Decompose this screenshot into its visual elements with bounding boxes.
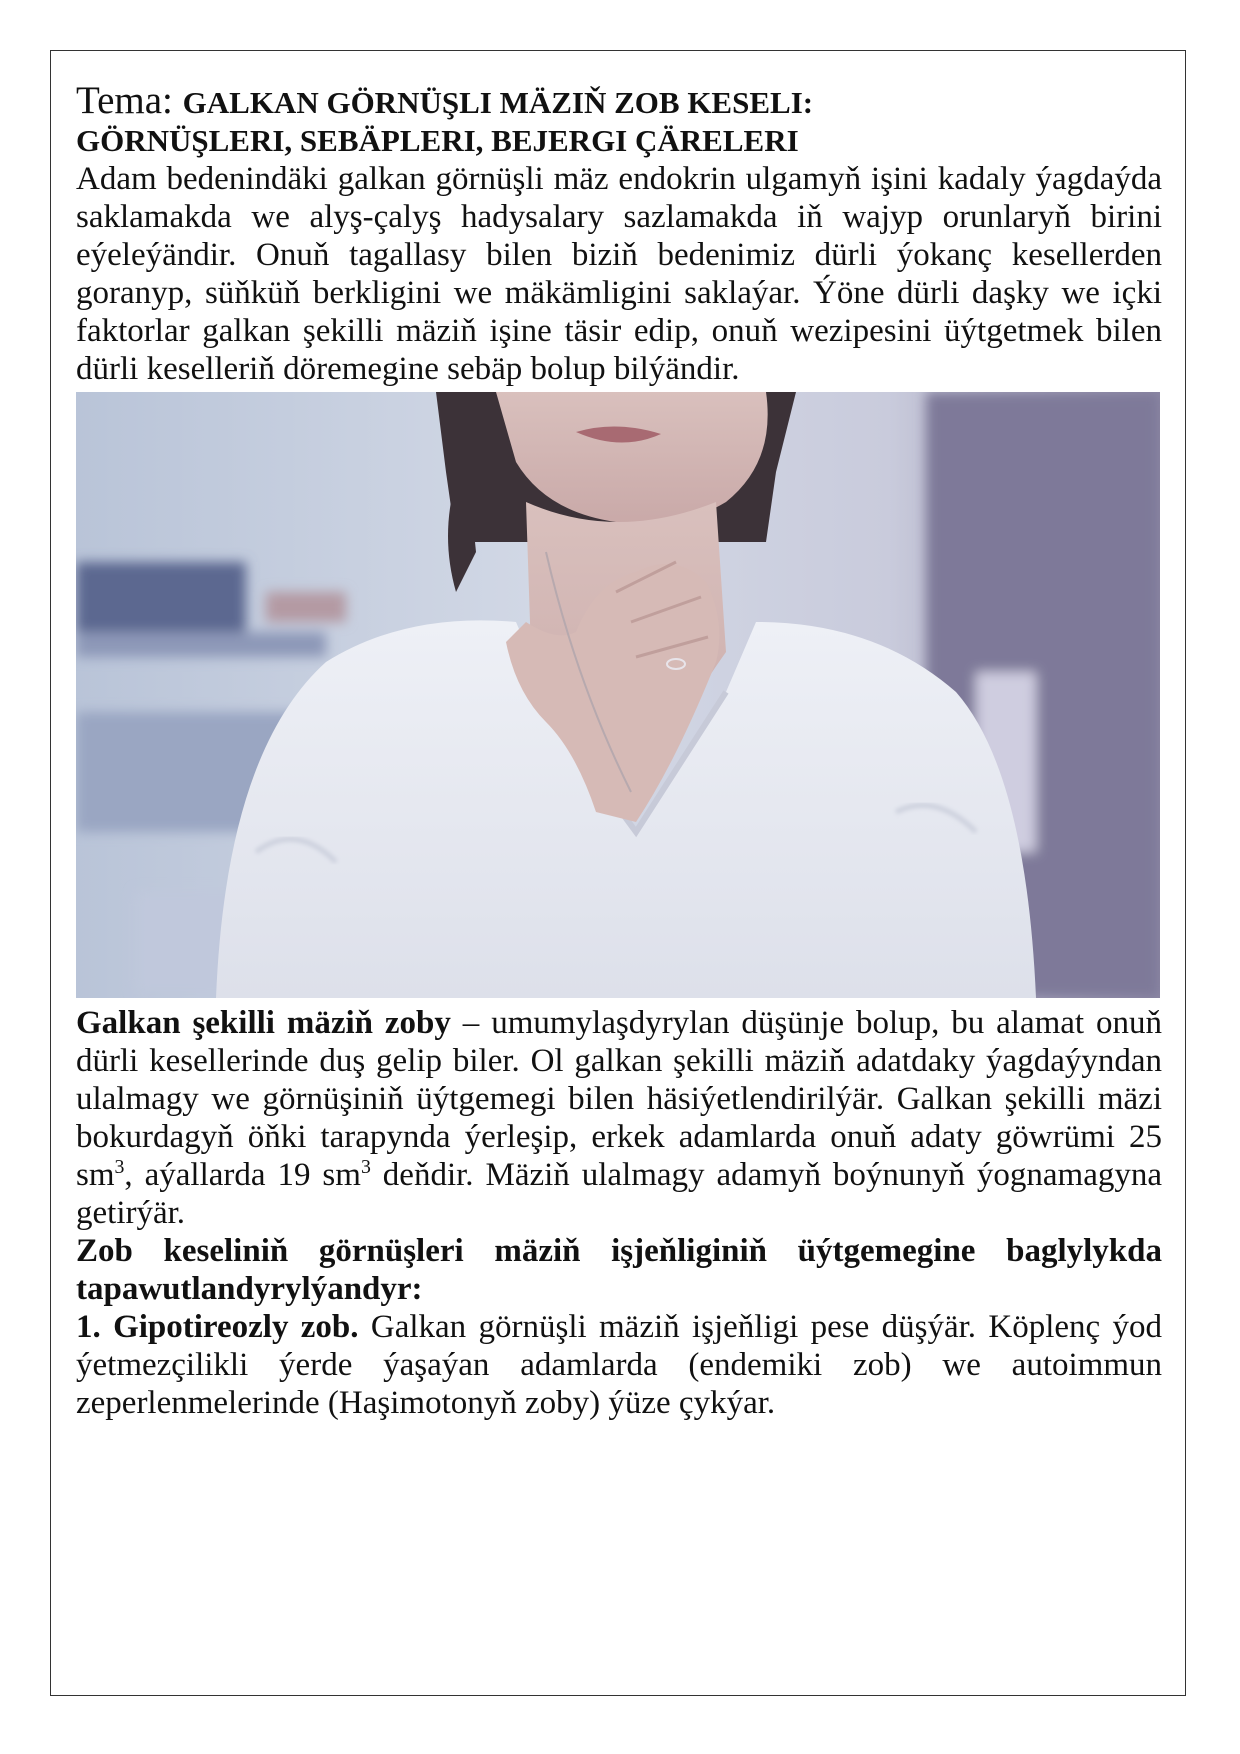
intro-paragraph: Adam bedenindäki galkan görnüşli mäz endokrin ulgamyň işini kadaly ýagdaýda saklamakda we alyş-çalyş hadysalary sazlamakda iň wajyp orunlaryň birini eýeleýändir. Onuň tagallasy bilen biziň bedenimiz dürli ýokanç kesellerden goranyp, süňküň berkligini we mäkämligini saklaýar. Ýöne dürli daşky we içki faktorlar galkan şekilli mäziň işine täsir edip, onuň wezipesini üýtgetmek bilen dürli keselleriň döremegine sebäp bolup bilýändir. bbox=[76, 161, 1162, 387]
type-1-text: Galkan görnüşli mäziň işjeňligi pese düşýär. Köplenç ýod ýetmezçilikli ýerde ýaşaýan adamlarda (endemiki zob) we autoimmun zeperlenmelerinde (Haşimotonyň zoby) ýüze çykýar. bbox=[76, 1309, 1162, 1421]
superscript-cubed: 3 bbox=[360, 1156, 371, 1178]
title-line-2: GÖRNÜŞLERI, SEBÄPLERI, BEJERGI ÇÄRELERI bbox=[76, 123, 799, 158]
document-body bbox=[76, 79, 1162, 1422]
goiter-definition: – umumylaşdyrylan düşünje bolup, bu alamat onuň dürli kesellerinde duş gelip biler. Ol galkan şekilli mäziň adatdaky ýagdaýyndan ulalmagy we görnüşiniň üýtgemegi bilen häsiýetlendirilýär. Galkan şekilli mäzi bokurdagyň öňki tarapynda ýerleşip, erkek adamlarda onuň adaty göwrümi 25 sm bbox=[76, 1005, 1162, 1193]
goiter-definition-mid: , aýallarda 19 sm bbox=[124, 1157, 361, 1193]
goiter-definition-end: deňdir. Mäziň ulalmagy adamyň boýnunyň ýognamagyna getirýär. bbox=[76, 1157, 1162, 1231]
title-prefix: Tema: bbox=[76, 79, 183, 122]
title-line-1: GALKAN GÖRNÜŞLI MÄZIŇ ZOB KESELI: bbox=[182, 85, 814, 120]
goiter-definition-paragraph bbox=[76, 1004, 1162, 1232]
document-title bbox=[76, 79, 1162, 160]
woman-touching-throat-photo bbox=[76, 392, 1160, 998]
superscript-cubed: 3 bbox=[114, 1156, 125, 1178]
goiter-term: Galkan şekilli mäziň zoby bbox=[76, 1005, 451, 1041]
type-1-paragraph bbox=[76, 1308, 1162, 1422]
types-heading: Zob keseliniň görnüşleri mäziň işjeňliginiň üýtgemegine baglylykda tapawutlandyrylýandyr: bbox=[76, 1233, 1162, 1307]
type-1-label: 1. Gipotireozly zob. bbox=[76, 1309, 359, 1345]
